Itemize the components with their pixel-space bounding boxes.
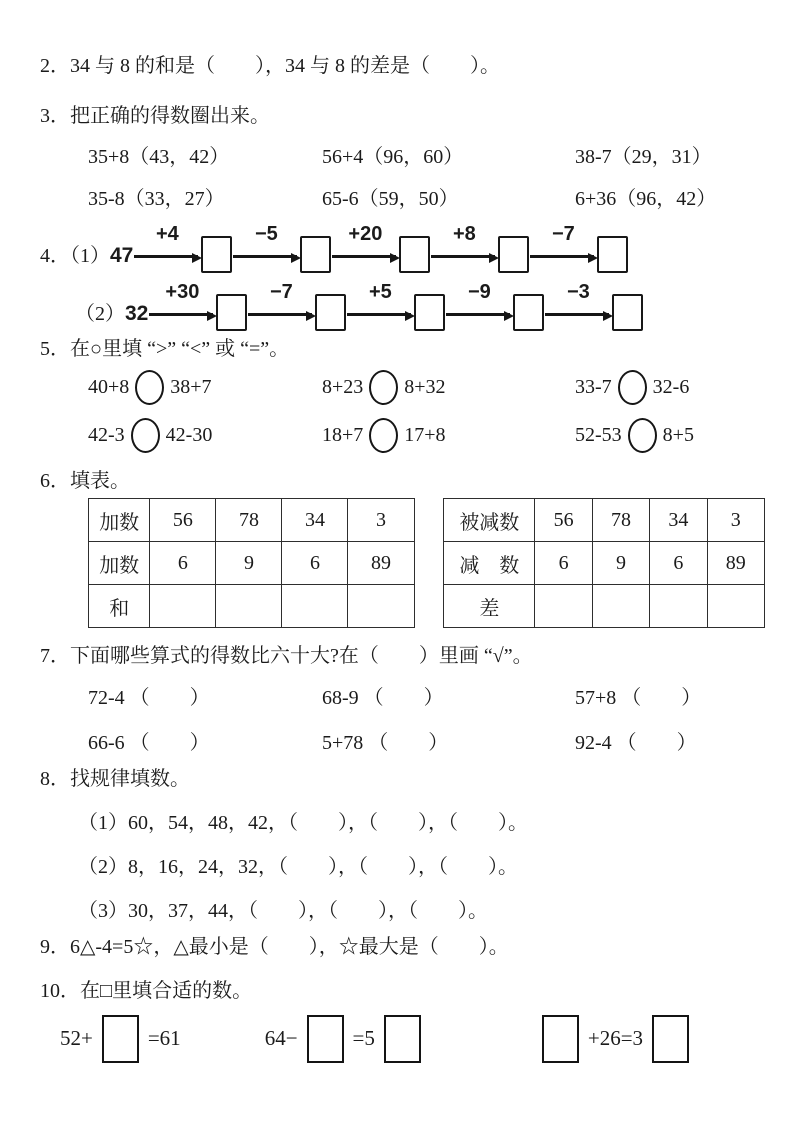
q3-item: 38-7（29，31）: [575, 146, 712, 168]
table-cell: 78: [592, 499, 649, 542]
arrow-head-icon: [291, 253, 301, 263]
arrow-head-icon: [603, 311, 613, 321]
row-label: 和: [89, 585, 150, 628]
q7-item: 66-6 （ ）: [88, 732, 210, 754]
empty-answer-cell: [707, 585, 764, 628]
table-cell: 56: [535, 499, 592, 542]
question-5-header: [40, 335, 765, 363]
arrow-minus3: [544, 281, 612, 331]
question-6-header: [40, 467, 765, 495]
table-cell: 9: [592, 542, 649, 585]
question-7-row-2: [88, 729, 765, 757]
compare-circle: [369, 418, 398, 453]
row-label: 加数: [89, 499, 150, 542]
empty-answer-cell: [282, 585, 348, 628]
q7-item: 72-4 （ ）: [88, 687, 210, 709]
chain-2-start-value: 32: [125, 302, 149, 325]
arrow-shaft: [233, 255, 297, 258]
left-expression: 33-7: [575, 375, 612, 398]
table-cell: 89: [348, 542, 414, 585]
q3-item: 65-6（59，50）: [322, 188, 459, 210]
arrow-plus5: [346, 281, 414, 331]
question-8-item-2: （2）8，16，24，32，（ ），（ ），（ ）。: [78, 856, 518, 878]
operation-label: −5: [254, 223, 278, 245]
question-2-text: 34 与 8 的和是（ ），34 与 8 的差是（ ）。: [70, 55, 500, 77]
table-row: [444, 499, 765, 542]
answer-box: [498, 236, 529, 273]
chain-1-label: （1）: [70, 245, 110, 267]
arrow-minus9: [445, 281, 513, 331]
question-6-number: 6．: [40, 470, 70, 492]
operation-label: +5: [368, 281, 392, 303]
answer-box: [307, 1015, 344, 1063]
arrow-head-icon: [489, 253, 499, 263]
arrow-head-icon: [405, 311, 415, 321]
right-expression: 42-30: [165, 423, 213, 446]
tables-gap: [415, 498, 444, 628]
question-8-item-1: （1）60，54，48，42，（ ），（ ），（ ）。: [78, 812, 528, 834]
operation-label: −7: [269, 281, 293, 303]
question-3-header: [40, 102, 765, 130]
answer-box: [414, 294, 445, 331]
table-cell: 6: [650, 542, 707, 585]
question-10-title: 在□里填合适的数。: [80, 980, 253, 1002]
answer-box: [542, 1015, 579, 1063]
operation-label: +8: [452, 223, 476, 245]
table-cell: 6: [535, 542, 592, 585]
table-row: [444, 542, 765, 585]
arrow-minus7: [529, 223, 597, 273]
table-cell: 6: [282, 542, 348, 585]
q7-item: 57+8 （ ）: [575, 687, 702, 709]
question-2: [40, 52, 765, 80]
arrow-minus5: [232, 223, 300, 273]
question-7-header: [40, 642, 765, 670]
compare-circle: [135, 370, 164, 405]
operation-label: −7: [551, 223, 575, 245]
equation-1-right: =61: [147, 1026, 181, 1050]
arrow-plus4: [133, 223, 201, 273]
comparison-item: [88, 417, 322, 453]
left-expression: 40+8: [88, 375, 130, 398]
question-6-title: 填表。: [70, 470, 130, 492]
row-label: 差: [444, 585, 535, 628]
addition-table: [88, 498, 415, 628]
empty-answer-cell: [216, 585, 282, 628]
comparison-item: [322, 417, 575, 453]
arrow-head-icon: [207, 311, 217, 321]
q7-item: 5+78 （ ）: [322, 732, 449, 754]
answer-box: [315, 294, 346, 331]
q3-item: 56+4（96，60）: [322, 146, 464, 168]
operation-label: −3: [566, 281, 590, 303]
operation-label: −9: [467, 281, 491, 303]
question-7-row-1: [88, 684, 765, 712]
arrow-shaft: [530, 255, 594, 258]
table-row: [89, 585, 415, 628]
answer-box: [399, 236, 430, 273]
question-3-row-1: [88, 143, 765, 171]
arrow-shaft: [332, 255, 396, 258]
question-9-text: 6△-4=5☆，△最小是（ ），☆最大是（ ）。: [70, 936, 509, 958]
answer-box: [597, 236, 628, 273]
arrow-shaft: [248, 313, 312, 316]
question-5-row-2: [88, 417, 765, 453]
arrow-head-icon: [390, 253, 400, 263]
operation-label: +20: [348, 223, 383, 245]
empty-answer-cell: [592, 585, 649, 628]
arrow-shaft: [134, 255, 198, 258]
arrow-minus7: [247, 281, 315, 331]
table-cell: 9: [216, 542, 282, 585]
question-10-header: [40, 977, 765, 1005]
table-cell: 3: [348, 499, 414, 542]
empty-answer-cell: [650, 585, 707, 628]
answer-box: [216, 294, 247, 331]
left-expression: 42-3: [88, 423, 125, 446]
right-expression: 8+32: [404, 375, 446, 398]
question-10-number: 10．: [40, 980, 80, 1002]
q7-item: 68-9 （ ）: [322, 687, 444, 709]
arrow-shaft: [446, 313, 510, 316]
comparison-item: [575, 369, 765, 405]
table-cell: 34: [282, 499, 348, 542]
q3-item: 6+36（96，42）: [575, 188, 717, 210]
table-cell: 89: [707, 542, 764, 585]
q3-item: 35-8（33，27）: [88, 188, 225, 210]
question-2-number: 2．: [40, 55, 70, 77]
question-8-header: [40, 765, 765, 793]
operation-label: +30: [165, 281, 200, 303]
question-5-number: 5．: [40, 338, 70, 360]
question-6-tables: [88, 498, 765, 628]
table-cell: 34: [650, 499, 707, 542]
question-7-number: 7．: [40, 645, 70, 667]
row-label: 被减数: [444, 499, 535, 542]
arrow-head-icon: [192, 253, 202, 263]
comparison-item: [575, 417, 765, 453]
question-3-title: 把正确的得数圈出来。: [70, 105, 270, 127]
right-expression: 8+5: [662, 423, 694, 446]
arrow-plus8: [430, 223, 498, 273]
equation-3-mid: +26=3: [587, 1026, 644, 1050]
question-5-title: 在○里填 “>” “<” 或 “=”。: [70, 338, 290, 360]
table-row: [89, 499, 415, 542]
empty-answer-cell: [535, 585, 592, 628]
answer-box: [384, 1015, 421, 1063]
right-expression: 32-6: [652, 375, 690, 398]
equation-1-left: 52+: [60, 1026, 93, 1050]
question-3-row-2: [88, 185, 765, 213]
arrow-head-icon: [588, 253, 598, 263]
compare-circle: [618, 370, 647, 405]
arrow-shaft: [431, 255, 495, 258]
question-5-row-1: [88, 369, 765, 405]
q7-item: 92-4 （ ）: [575, 732, 697, 754]
equation-2-left: 64−: [264, 1026, 298, 1050]
answer-box: [201, 236, 232, 273]
question-7-title: 下面哪些算式的得数比六十大?在（ ）里画 “√”。: [70, 645, 533, 667]
answer-box: [612, 294, 643, 331]
left-expression: 18+7: [322, 423, 364, 446]
compare-circle: [628, 418, 657, 453]
question-4-number: 4．（1）: [40, 245, 110, 267]
question-4-chain-1: [40, 221, 765, 273]
arrow-head-icon: [306, 311, 316, 321]
left-expression: 52-53: [575, 423, 622, 446]
question-8-number: 8．: [40, 768, 70, 790]
question-3-number: 3．: [40, 105, 70, 127]
table-cell: 6: [150, 542, 216, 585]
answer-box: [102, 1015, 139, 1063]
arrow-shaft: [149, 313, 213, 316]
row-label: 减 数: [444, 542, 535, 585]
question-10-equations: [60, 1013, 765, 1064]
equation-1: [60, 1015, 181, 1063]
question-8-title: 找规律填数。: [70, 768, 190, 790]
answer-box: [652, 1015, 689, 1063]
comparison-item: [322, 369, 575, 405]
operation-label: +4: [155, 223, 179, 245]
answer-box: [513, 294, 544, 331]
subtraction-table: [443, 498, 765, 628]
left-expression: 8+23: [322, 375, 364, 398]
empty-answer-cell: [150, 585, 216, 628]
question-4-chain-2: [75, 279, 765, 331]
chain-2-label: （2）: [75, 303, 125, 325]
chain-1-start-value: 47: [110, 244, 134, 267]
empty-answer-cell: [348, 585, 414, 628]
arrow-shaft: [347, 313, 411, 316]
q3-item: 35+8（43，42）: [88, 146, 230, 168]
question-9-number: 9．: [40, 936, 70, 958]
equation-3: [542, 1015, 698, 1063]
table-cell: 3: [707, 499, 764, 542]
answer-box: [300, 236, 331, 273]
comparison-item: [88, 369, 322, 405]
compare-circle: [131, 418, 160, 453]
table-row: [444, 585, 765, 628]
row-label: 加数: [89, 542, 150, 585]
table-cell: 56: [150, 499, 216, 542]
question-9: [40, 933, 765, 961]
right-expression: 17+8: [404, 423, 446, 446]
equation-2: [265, 1015, 430, 1063]
table-row: [89, 542, 415, 585]
table-cell: 78: [216, 499, 282, 542]
right-expression: 38+7: [170, 375, 212, 398]
compare-circle: [369, 370, 398, 405]
arrow-shaft: [545, 313, 609, 316]
arrow-plus20: [331, 223, 399, 273]
arrow-plus30: [148, 281, 216, 331]
arrow-head-icon: [504, 311, 514, 321]
question-8-item-3: （3）30，37，44，（ ），（ ），（ ）。: [78, 900, 488, 922]
equation-2-mid: =5: [352, 1026, 375, 1050]
